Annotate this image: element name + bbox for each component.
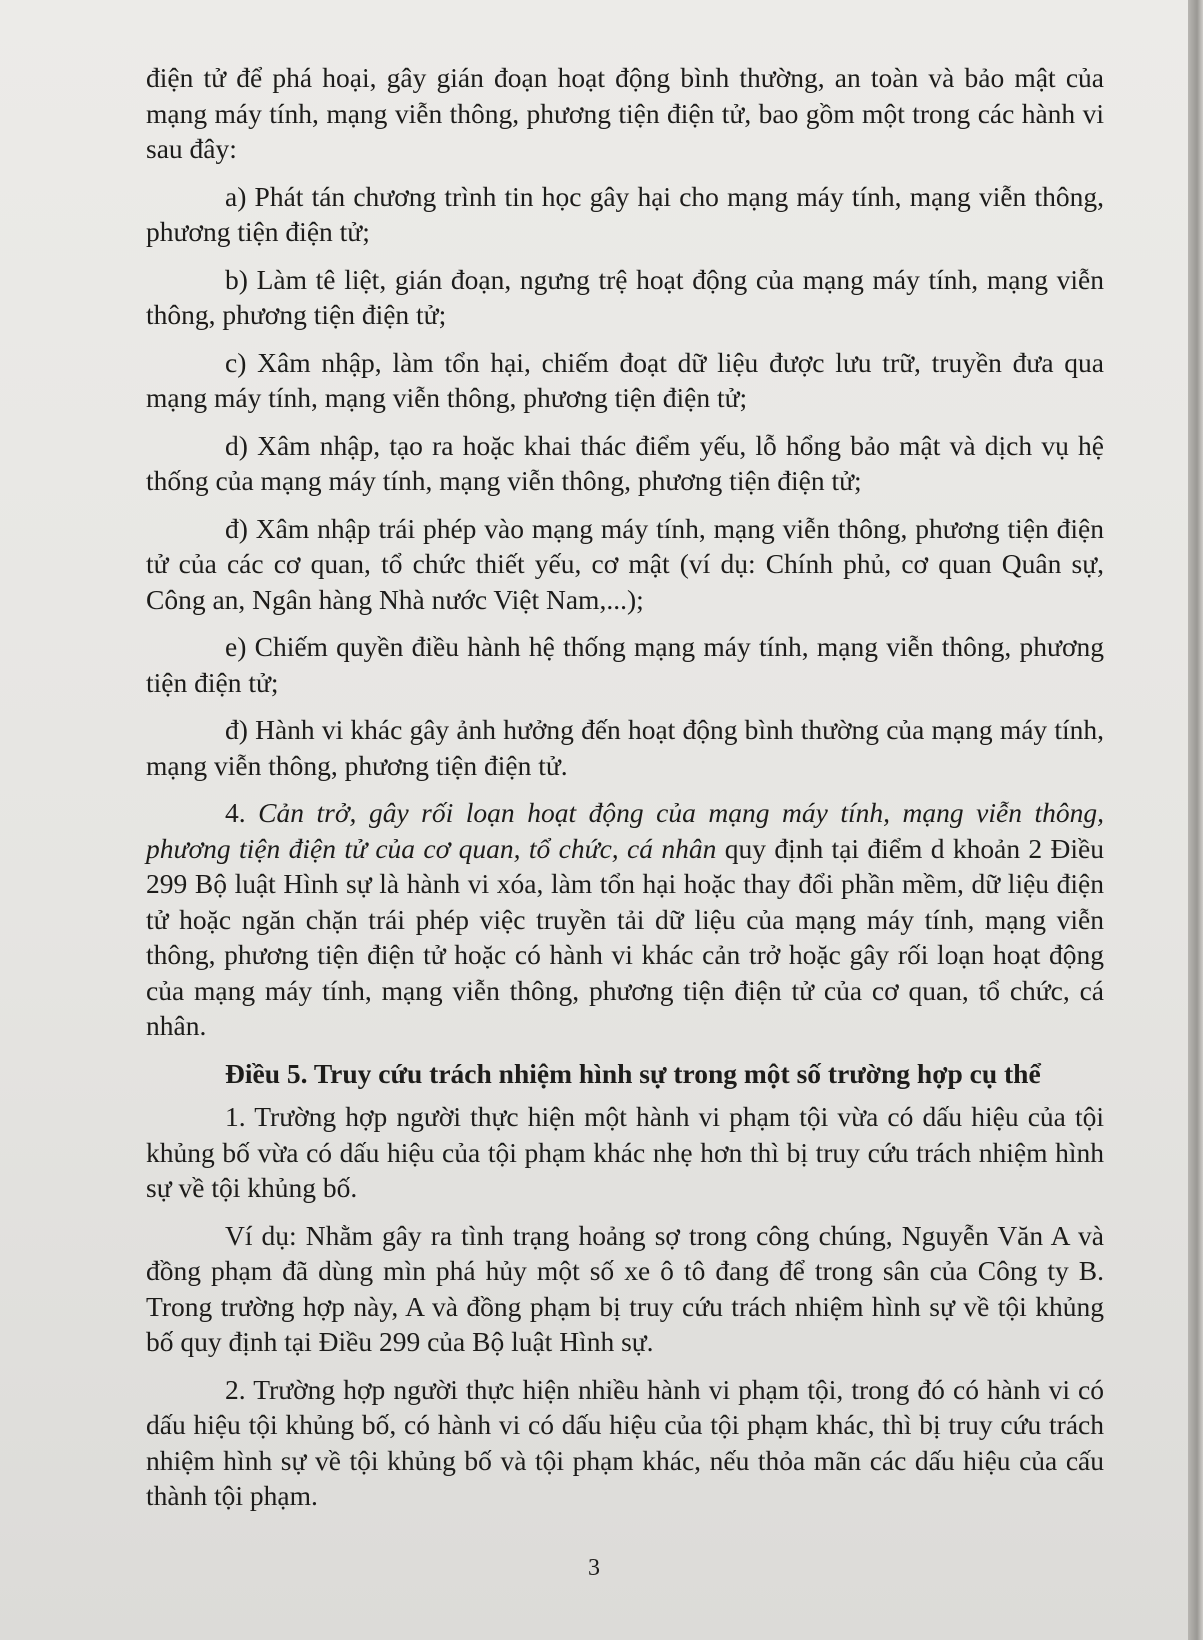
paragraph-continuation: điện tử để phá hoại, gây gián đoạn hoạt động bình thường, an toàn và bảo mật của mạng máy tính, mạng viễn thông, phương tiện điện tử, bao gồm một trong các hành vi sau đây: bbox=[146, 62, 1104, 164]
document-body bbox=[146, 60, 1104, 1526]
list-item-d: d) Xâm nhập, tạo ra hoặc khai thác điểm yếu, lỗ hổng bảo mật và dịch vụ hệ thống của mạng máy tính, mạng viễn thông, phương tiện điện tử; bbox=[146, 429, 1104, 496]
article-5-clause-2: 2. Trường hợp người thực hiện nhiều hành vi phạm tội, trong đó có hành vi có dấu hiệu tội khủng bố, có hành vi có dấu hiệu của tội phạm khác, thì bị truy cứu trách nhiệm hình sự về tội khủng bố và tội phạm khác, nếu thỏa mãn các dấu hiệu của cấu thành tội phạm. bbox=[146, 1373, 1104, 1511]
list-item-b: b) Làm tê liệt, gián đoạn, ngưng trệ hoạt động của mạng máy tính, mạng viễn thông, phương tiện điện tử; bbox=[146, 263, 1104, 330]
item-4 bbox=[146, 795, 1104, 1044]
list-item-a: a) Phát tán chương trình tin học gây hại cho mạng máy tính, mạng viễn thông, phương tiện điện tử; bbox=[146, 180, 1104, 247]
page-number: 3 bbox=[588, 1555, 600, 1581]
page-edge bbox=[1188, 0, 1203, 1640]
article-5-heading: Điều 5. Truy cứu trách nhiệm hình sự trong một số trường hợp cụ thể bbox=[225, 1057, 1041, 1089]
article-5-clause-1: 1. Trường hợp người thực hiện một hành vi phạm tội vừa có dấu hiệu của tội khủng bố vừa có dấu hiệu của tội phạm khác nhẹ hơn thì bị truy cứu trách nhiệm hình sự về tội khủng bố. bbox=[146, 1101, 1104, 1203]
list-item-e: e) Chiếm quyền điều hành hệ thống mạng máy tính, mạng viễn thông, phương tiện điện tử; bbox=[146, 631, 1104, 698]
item-4-italic-term: Cản trở, gây rối loạn hoạt động của mạng máy tính, mạng viễn thông, phương tiện điện tử của cơ quan, tổ chức, cá nhân bbox=[146, 797, 1105, 864]
item-4-text: quy định tại điểm d khoản 2 Điều 299 Bộ luật Hình sự là hành vi xóa, làm tổn hại hoặc thay đổi phần mềm, dữ liệu điện tử hoặc ngăn chặn trái phép việc truyền tải dữ liệu của mạng máy tính, mạng viễn thông, phương tiện điện tử hoặc có hành vi khác cản trở hoặc gây rối loạn hoạt động của mạng máy tính, mạng viễn thông, phương tiện điện tử của cơ quan, tổ chức, cá nhân. bbox=[146, 832, 1104, 1041]
item-4-number: 4. bbox=[225, 797, 259, 828]
list-item-c: c) Xâm nhập, làm tổn hại, chiếm đoạt dữ liệu được lưu trữ, truyền đưa qua mạng máy tính, mạng viễn thông, phương tiện điện tử; bbox=[146, 346, 1104, 413]
article-5-example: Ví dụ: Nhằm gây ra tình trạng hoảng sợ trong công chúng, Nguyễn Văn A và đồng phạm đã dùng mìn phá hủy một số xe ô tô đang để trong sân của Công ty B. Trong trường hợp này, A và đồng phạm bị truy cứu trách nhiệm hình sự về tội khủng bố quy định tại Điều 299 của Bộ luật Hình sự. bbox=[146, 1219, 1104, 1357]
list-item-dd: đ) Xâm nhập trái phép vào mạng máy tính, mạng viễn thông, phương tiện điện tử của các cơ quan, tổ chức thiết yếu, cơ mật (ví dụ: Chính phủ, cơ quan Quân sự, Công an, Ngân hàng Nhà nước Việt Nam,...); bbox=[146, 512, 1104, 615]
list-item-dd-2: đ) Hành vi khác gây ảnh hưởng đến hoạt động bình thường của mạng máy tính, mạng viễn thông, phương tiện điện tử. bbox=[146, 714, 1104, 781]
